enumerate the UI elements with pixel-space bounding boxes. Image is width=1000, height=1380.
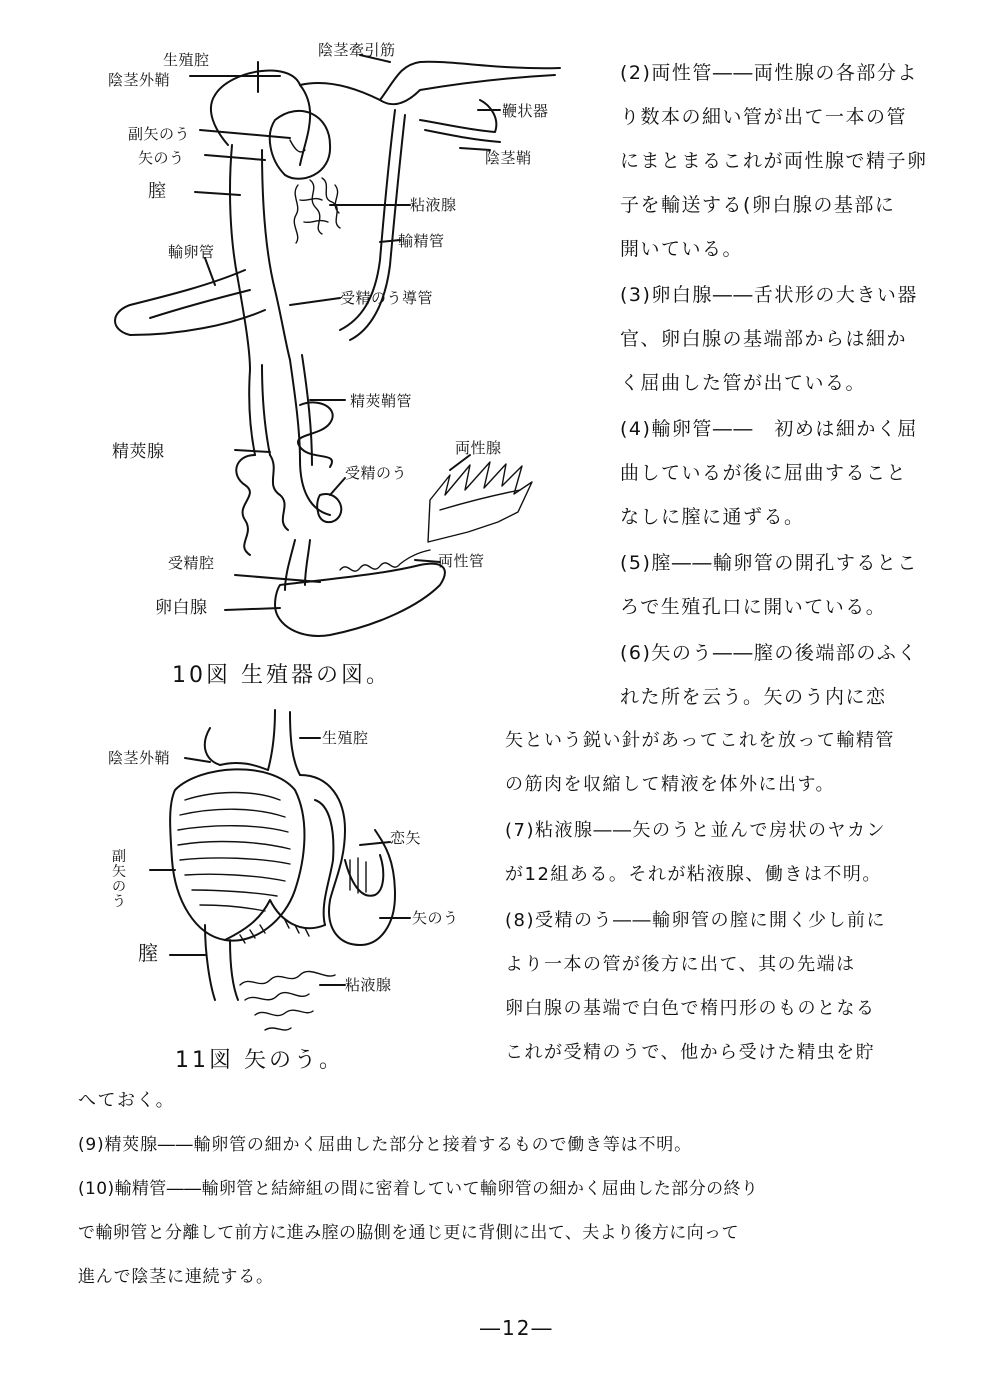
fig11-mucus-gland [240,971,335,1030]
fig10-label-dart-sac: 矢のう [138,149,185,167]
figure-10-caption: 10図 生殖器の図。 [172,663,391,688]
fig10-label-penis-sheath: 陰茎鞘 [485,149,532,167]
text-line: ろで生殖孔口に開いている。 [620,596,887,618]
fig10-label-spermatheca: 受精のう [345,464,408,482]
fig10-label-ovotestis: 両性腺 [455,439,502,457]
text-line: 矢という鋭い針があってこれを放って輸精管 [505,730,895,751]
figure-11-caption: 11図 矢のう。 [175,1048,344,1073]
fig10-label-penis-retractor: 陰茎牽引筋 [318,41,396,59]
text-line: 官、卵白腺の基端部からは細か [620,328,908,350]
page-number: ―12― [480,1316,554,1340]
text-line: より一本の管が後方に出て、其の先端は [505,954,856,975]
text-line: 曲しているが後に屈曲すること [620,462,908,484]
text-line: く屈曲した管が出ている。 [620,372,867,394]
fig10-label-capsule-gland: 精莢腺 [112,442,165,462]
fig11-label-love-dart: 恋矢 [390,829,422,847]
fig11-label-penis-outer-sheath: 陰茎外鞘 [108,749,171,767]
fig10-label-vagina: 膣 [148,181,167,202]
fig11-label-genital-atrium: 生殖腔 [322,729,369,747]
fig11-label-mucus-gland: 粘液腺 [345,976,392,994]
fig10-label-accessory-dart-sac: 副矢のう [128,125,191,143]
fig10-label-vas-deferens: 輸精管 [398,232,445,250]
text-line: で輸卵管と分離して前方に進み膣の脇側を通じ更に背側に出て、夫より後方に向って [78,1223,739,1243]
fig10-label-albumen-gland: 卵白腺 [155,598,208,618]
text-line: へておく。 [78,1090,176,1111]
text-line: れた所を云う。矢のう内に恋 [620,686,887,708]
text-line: (7)粘液腺――矢のうと並んで房状のヤカン [505,820,886,841]
fig10-label-hermaphrodite-duct: 両性管 [438,552,485,570]
text-line: 進んで陰茎に連続する。 [78,1267,274,1287]
fig11-label-dart-sac: 矢のう [412,909,459,927]
text-line: (9)精莢腺――輸卵管の細かく屈曲した部分と接着するもので働き等は不明。 [78,1135,692,1155]
fig10-label-penis-outer-sheath: 陰茎外鞘 [108,71,171,89]
text-line: (3)卵白腺――舌状形の大きい器 [620,284,918,306]
fig11-label-vagina: 膣 [138,941,159,965]
text-line: 開いている。 [620,238,744,260]
text-line: なしに膣に通ずる。 [620,506,805,528]
fig11-label-accessory-dart-sac: 副矢のう [112,849,127,910]
fig10-label-fertilization-chamber: 受精腔 [168,554,215,572]
fig10-label-capsule-duct: 精莢鞘管 [350,392,413,410]
text-line: 卵白腺の基端で白色で楕円形のものとなる [505,998,876,1019]
text-line: (4)輸卵管―― 初めは細かく屈 [620,418,918,440]
fig10-label-spermatheca-duct: 受精のう導管 [340,289,434,307]
text-line: が12組ある。それが粘液腺、働きは不明。 [505,864,882,885]
text-line: これが受精のうで、他から受けた精虫を貯 [505,1042,876,1063]
fig10-label-genital-atrium: 生殖腔 [163,51,210,69]
text-line: にまとまるこれが両性腺で精子卵 [620,150,928,172]
text-line: (6)矢のう――膣の後端部のふく [620,642,918,664]
text-line: 子を輸送する(卵白腺の基部に [620,194,896,216]
text-line: (2)両性管――両性腺の各部分よ [620,62,918,84]
fig10-label-oviduct: 輸卵管 [168,243,215,261]
fig10-label-flagellum: 鞭状器 [502,102,549,120]
text-line: (10)輸精管――輸卵管と結締組の間に密着していて輸卵管の細かく屈曲した部分の終り [78,1179,759,1199]
text-line: の筋肉を収縮して精液を体外に出す。 [505,774,836,795]
fig11-dart-sac [170,769,304,940]
text-line: り数本の細い管が出て一本の管 [620,106,908,128]
text-line: (5)膣――輸卵管の開孔するとこ [620,552,918,574]
fig10-label-mucus-gland: 粘液腺 [410,196,457,214]
text-line: (8)受精のう――輸卵管の膣に開く少し前に [505,910,886,931]
